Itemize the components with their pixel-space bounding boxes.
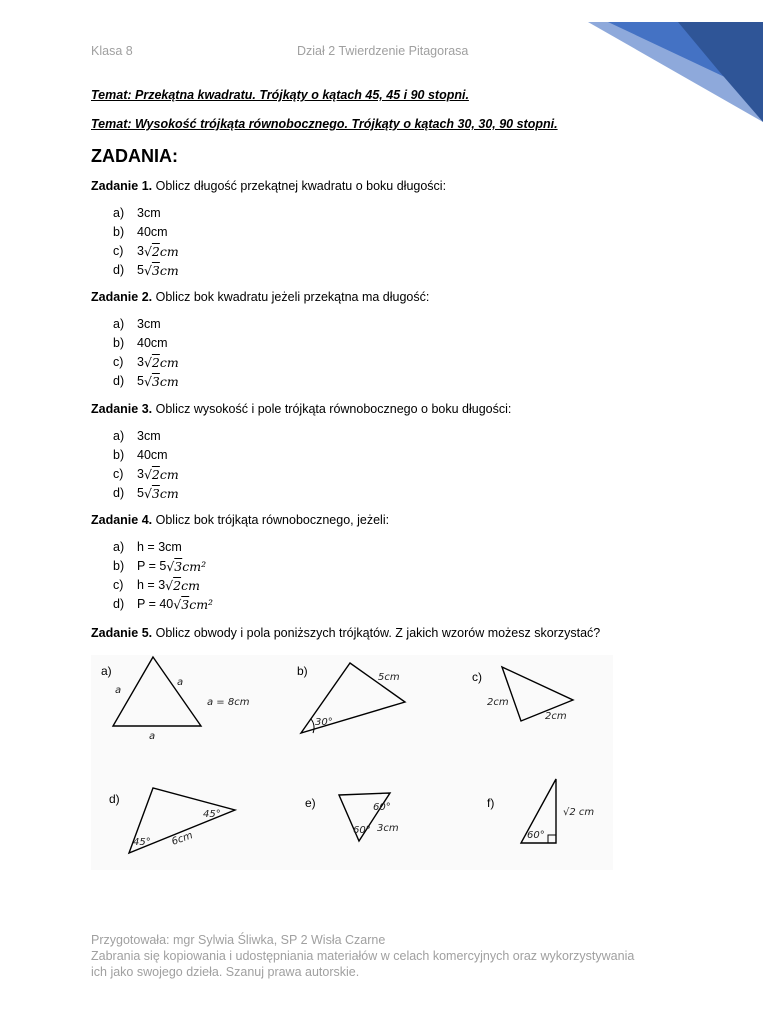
task-label: Zadanie 3. [91,402,153,416]
option-letter: a) [113,540,125,554]
header-class: Klasa 8 [91,44,133,58]
topic-2: Temat: Wysokość trójkąta równobocznego. Trójkąty o kątach 30, 30, 90 stopni. [91,117,558,131]
option-radical: √2cm [143,467,179,482]
option-radical: √3cm² [166,559,207,574]
figure-e-label: e) [305,796,316,810]
figure-e-angle-2: 60° [353,825,371,836]
option-value: 3 [137,467,144,481]
option-value: 3 [137,244,144,258]
option-value: P = 40 [137,597,174,611]
option-value: 40cm [137,448,168,462]
option-radical: √3cm [143,374,179,389]
option-radical: √2cm [143,244,179,259]
option-item [113,484,179,503]
option-radical: √3cm² [173,597,214,612]
option-value: h = 3cm [137,540,182,554]
task-5 [91,626,600,640]
footer [91,932,691,980]
figure-e-side: 3cm [377,823,399,834]
option-value: 3cm [137,206,161,220]
option-radical: √3cm [143,263,179,278]
option-item [113,242,179,261]
task-2 [91,290,429,304]
option-letter: b) [113,448,125,462]
option-letter: c) [113,355,124,369]
option-item [113,427,179,446]
option-item [113,315,179,334]
option-letter: a) [113,317,125,331]
figure-f-angle: 60° [527,830,545,841]
option-item [113,557,213,576]
option-letter: c) [113,244,124,258]
figure-b-angle: 30° [315,717,333,728]
option-value: 5 [137,374,144,388]
option-item [113,576,213,595]
task-text: Oblicz bok kwadratu jeżeli przekątna ma długość: [152,290,430,304]
option-item [113,595,213,614]
option-letter: c) [113,578,124,592]
option-value: 5 [137,263,144,277]
figure-a-label: a) [101,664,112,678]
topic-1: Temat: Przekątna kwadratu. Trójkąty o kątach 45, 45 i 90 stopni. [91,88,469,102]
task-1 [91,179,446,193]
tasks-title: ZADANIA: [91,146,178,166]
task-3 [91,402,511,416]
option-letter: a) [113,429,125,443]
task-text: Oblicz długość przekątnej kwadratu o boku długości: [152,179,447,193]
task-label: Zadanie 1. [91,179,153,193]
option-radical: √2cm [165,578,200,593]
figure-a-side-bottom: a [149,731,156,742]
option-item [113,353,179,372]
option-value: P = 5 [137,559,167,573]
figure-c-side-left: 2cm [487,697,509,708]
option-letter: b) [113,336,125,350]
task-options [113,204,179,280]
task-options [113,315,179,391]
option-item [113,372,179,391]
option-item [113,223,179,242]
figure-d-angle-1: 45° [133,837,151,848]
figure-c-side-bottom: 2cm [545,711,567,722]
footer-author: Przygotowała: mgr Sylwia Śliwka, SP 2 Wisła Czarne [91,933,386,947]
option-value: 40cm [137,336,168,350]
figure-f-side: √2 cm [563,807,595,818]
task-label: Zadanie 4. [91,513,153,527]
option-letter: d) [113,486,125,500]
task-label: Zadanie 2. [91,290,153,304]
option-letter: d) [113,374,125,388]
task-options [113,538,213,614]
option-item [113,446,179,465]
option-value: 3 [137,355,144,369]
option-item [113,204,179,223]
option-letter: c) [113,467,124,481]
option-radical: √2cm [143,355,179,370]
triangle-a [113,657,201,726]
task-text: Oblicz obwody i pola poniższych trójkątów. Z jakich wzorów możesz skorzystać? [152,626,601,640]
option-value: 3cm [137,429,161,443]
option-item [113,261,179,280]
option-value: 3cm [137,317,161,331]
figure-b-label: b) [297,664,308,678]
option-value: 40cm [137,225,168,239]
corner-decoration [588,0,768,130]
footer-copyright-2: ich jako swojego dzieła. Szanuj prawa autorskie. [91,965,360,979]
figure-e-angle-1: 60° [373,802,391,813]
figure-d-side: 6cm [170,830,195,848]
task-4 [91,513,389,527]
option-letter: d) [113,263,125,277]
option-value: h = 3 [137,578,166,592]
option-letter: d) [113,597,125,611]
option-letter: b) [113,225,125,239]
figure-a-note: a = 8cm [207,697,250,708]
option-item [113,538,213,557]
footer-copyright-1: Zabrania się kopiowania i udostępniania materiałów w celach komercyjnych oraz wykorzystywania [91,949,635,963]
figure-c-label: c) [472,670,482,684]
figure-a-side-right: a [177,677,184,688]
option-item [113,465,179,484]
option-item [113,334,179,353]
option-letter: b) [113,559,125,573]
figure-a-side-left: a [115,685,122,696]
figure-f-label: f) [487,796,495,810]
option-value: 5 [137,486,144,500]
task-options [113,427,179,503]
task-text: Oblicz wysokość i pole trójkąta równobocznego o boku długości: [152,402,512,416]
figure-d-angle-2: 45° [203,809,221,820]
header-section: Dział 2 Twierdzenie Pitagorasa [297,44,469,58]
figure-b-side: 5cm [378,672,400,683]
option-radical: √3cm [143,486,179,501]
task-text: Oblicz bok trójkąta równobocznego, jeżeli: [152,513,390,527]
triangle-figures [91,655,613,870]
task-label: Zadanie 5. [91,626,153,640]
option-letter: a) [113,206,125,220]
figure-d-label: d) [109,792,120,806]
